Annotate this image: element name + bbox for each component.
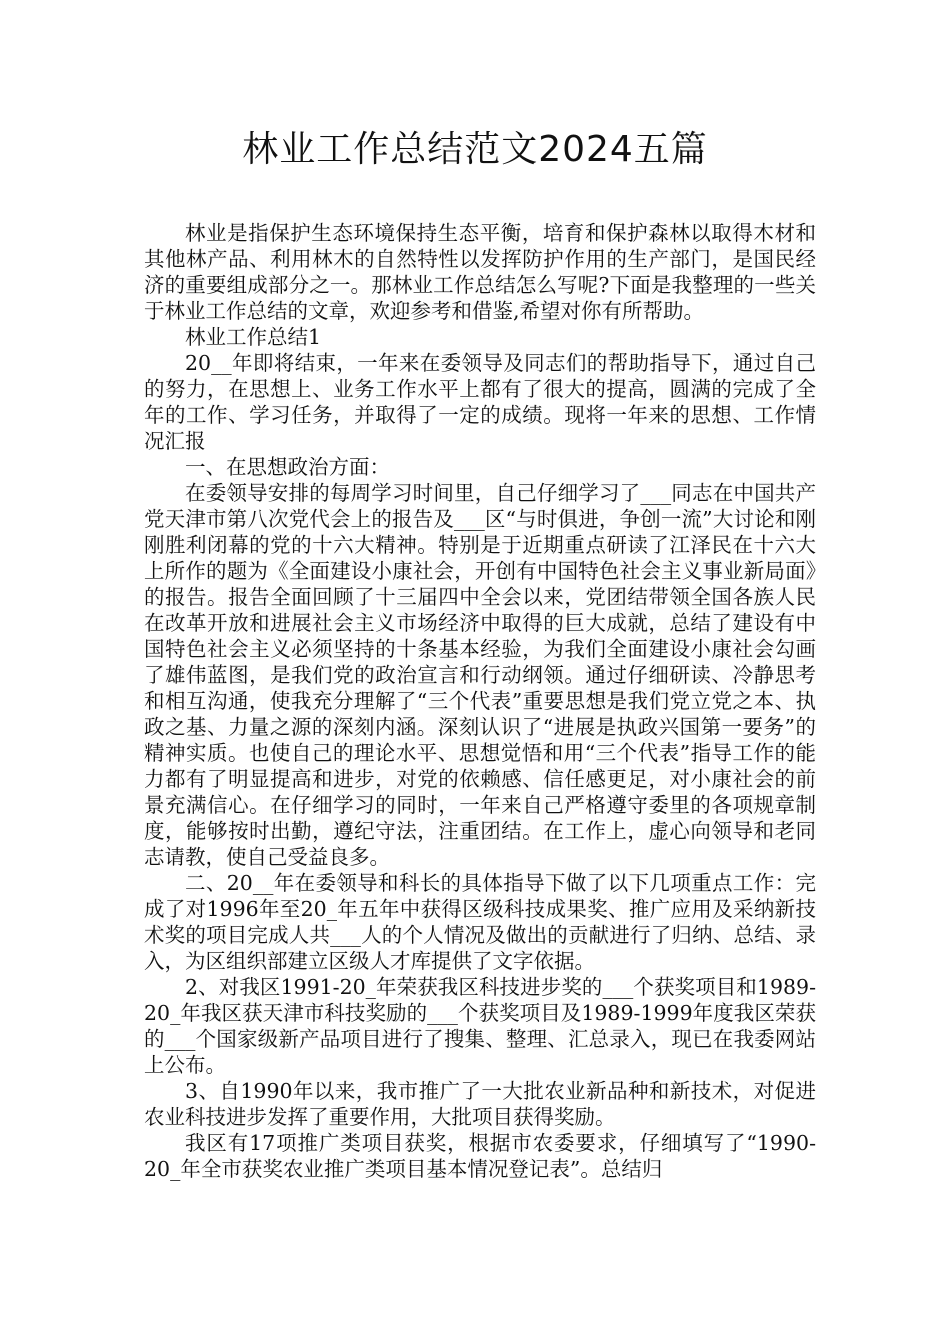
body-paragraph: 2、对我区1991-20_年荣获我区科技进步奖的___个获奖项目和1989-20_年我区获天津市科技奖励的___个获奖项目及1989-1999年度我区荣获的___个国家级新产品项目进行了搜集、整理、汇总录入，现已在我委网站上公布。 (144, 975, 816, 1077)
body-paragraph: 二、20__年在委领导和科长的具体指导下做了以下几项重点工作：完成了对1996年至20_年五年中获得区级科技成果奖、推广应用及采纳新技术奖的项目完成人共___人的个人情况及做出的贡献进行了归纳、总结、录入，为区组织部建立区级人才库提供了文字依据。 (144, 871, 816, 973)
section-heading: 林业工作总结1 (185, 325, 322, 349)
body-paragraph: 在委领导安排的每周学习时间里，自己仔细学习了___同志在中国共产党天津市第八次党代会上的报告及___区“与时俱进，争创一流”大讨论和刚刚胜利闭幕的党的十六大精神。特别是于近期重点研读了江泽民在十六大上所作的题为《全面建设小康社会，开创有中国特色社会主义事业新局面》的报告。报告全面回顾了十三届四中全会以来，党团结带领全国各族人民在改革开放和进展社会主义市场经济中取得的巨大成就，总结了建设有中国特色社会主义必须坚持的十条基本经验，为我们全面建设小康社会勾画了雄伟蓝图，是我们党的政治宣言和行动纲领。通过仔细研读、冷静思考和相互沟通，使我充分理解了“三个代表”重要思想是我们党立党之本、执政之基、力量之源的深刻内涵。深刻认识了“进展是执政兴国第一要务”的精神实质。也使自己的理论水平、思想觉悟和用“三个代表”指导工作的能力都有了明显提高和进步，对党的依赖感、信任感更足，对小康社会的前景充满信心。在仔细学习的同时，一年来自己严格遵守委里的各项规章制度，能够按时出勤，遵纪守法，注重团结。在工作上，虚心向领导和老同志请教，使自己受益良多。 (144, 481, 816, 869)
body-paragraph: 3、自1990年以来，我市推广了一大批农业新品种和新技术，对促进农业科技进步发挥了重要作用，大批项目获得奖励。 (144, 1079, 816, 1129)
document-title: 林业工作总结范文2024五篇 (242, 129, 708, 170)
intro-paragraph: 林业是指保护生态环境保持生态平衡，培育和保护森林以取得木材和其他林产品、利用林木的自然特性以发挥防护作用的生产部门，是国民经济的重要组成部分之一。那林业工作总结怎么写呢?下面是我整理的一些关于林业工作总结的文章，欢迎参考和借鉴,希望对你有所帮助。 (144, 221, 816, 323)
body-paragraph: 我区有17项推广类项目获奖，根据市农委要求，仔细填写了“1990-20_年全市获奖农业推广类项目基本情况登记表”。总结归 (144, 1131, 816, 1181)
body-paragraph: 20__年即将结束，一年来在委领导及同志们的帮助指导下，通过自己的努力，在思想上、业务工作水平上都有了很大的提高，圆满的完成了全年的工作、学习任务，并取得了一定的成绩。现将一年来的思想、工作情况汇报 (144, 351, 816, 453)
document-body (144, 220, 816, 1182)
subsection-heading: 一、在思想政治方面： (185, 455, 390, 479)
